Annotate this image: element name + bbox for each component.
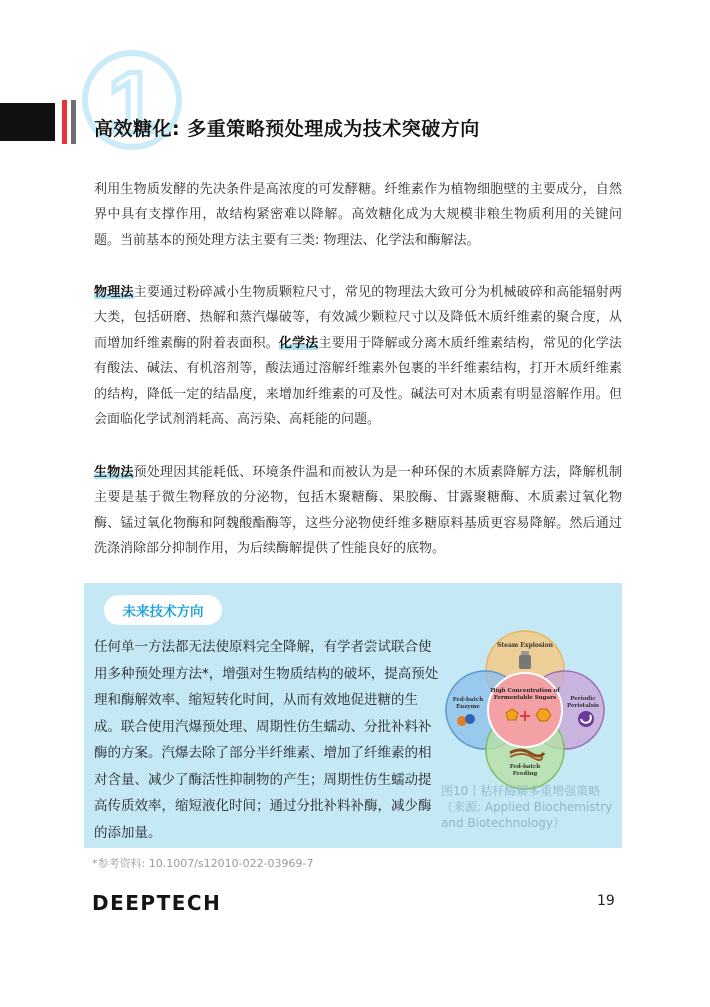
label-steam-explosion: Steam Explosion bbox=[497, 642, 553, 649]
physical-method-term: 物理法 bbox=[94, 285, 134, 300]
figure-caption-line-3: and Biotechnology） bbox=[441, 816, 565, 830]
header-red-bar bbox=[62, 100, 67, 144]
header-black-block bbox=[0, 103, 55, 141]
brand-logo: DEEPTECH bbox=[92, 891, 222, 915]
label-center-2: Fermentable Sugars bbox=[493, 695, 557, 701]
reference-note: *参考资料: 10.1007/s12010-022-03969-7 bbox=[92, 857, 314, 870]
page-number: 19 bbox=[597, 893, 615, 909]
figure-caption-line-2: （来源: Applied Biochemistry bbox=[441, 800, 613, 814]
chemical-method-text: 主要用于降解或分离木质纤维素结构，常见的化学法有酸法、碱法、有机溶剂等，酸法通过溶解纤维素外包裹的半纤维素结构，打开木质纤维素的结构，降低一定的结晶度，来增加纤维素的可及性。碱法可对木质素有明显溶解作用。但会面临化学试剂消耗高、高污染、高耗能的问题。 bbox=[94, 335, 622, 428]
peristalsis-icon bbox=[578, 711, 594, 727]
label-periodic-peristalsis-1: Periodic bbox=[570, 696, 596, 702]
future-direction-panel bbox=[84, 583, 622, 848]
label-periodic-peristalsis-2: Peristalsis bbox=[566, 703, 600, 709]
label-center-1: High Concentration of bbox=[490, 688, 560, 694]
plus-icon: + bbox=[518, 706, 532, 725]
biological-method-term: 生物法 bbox=[94, 465, 134, 480]
figure-caption-line-1: 图10丨秸秆酶解多重增强策略 bbox=[441, 784, 601, 798]
physical-method-text: 主要通过粉碎减小生物质颗粒尺寸，常见的物理法大致可分为机械破碎和高能辐射两大类，包括研磨、热解和蒸汽爆破等，有效减少颗粒尺寸以及降低木质纤维素的聚合度，从而增加纤维素酶的附着表面积。 bbox=[94, 285, 622, 351]
label-fed-batch-feeding-2: Feeding bbox=[512, 771, 538, 777]
header-gray-bar bbox=[71, 100, 76, 144]
section-number: 1 bbox=[108, 55, 156, 151]
figure-caption bbox=[441, 783, 626, 831]
chemical-method-term: 化学法 bbox=[278, 335, 319, 351]
future-direction-text: 任何单一方法都无法使原料完全降解，有学者尝试联合使用多种预处理方法*，增强对生物质结构的破坏，提高预处理和酶解效率、缩短转化时间，从而有效地促进糖的生成。联合使用汽爆预处理、周期性仿生蠕动、分批补料补酶的方案。汽爆去除了部分半纤维素、增加了纤维素的相对含量、减少了酶活性抑制物的产生；周期性仿生蠕动提高传质效率，缩短液化时间；通过分批补料补酶，减少酶的添加量。 bbox=[94, 639, 439, 841]
methods-paragraph bbox=[94, 280, 622, 432]
label-fed-batch-feeding-1: Fed-batch bbox=[509, 764, 541, 770]
page-title: 高效糖化: 多重策略预处理成为技术突破方向 bbox=[94, 118, 480, 140]
hexagon-sugar-icon bbox=[536, 709, 551, 721]
biological-method-text: 预处理因其能耗低、环境条件温和而被认为是一种环保的木质素降解方法，降解机制主要是基于微生物释放的分泌物，包括木聚糖酶、果胶酶、甘露聚糖酶、木质素过氧化物酶、锰过氧化物酶和阿魏酸酯酶等，这些分泌物使纤维多糖原料基质更容易降解。然后通过洗涤消除部分抑制作用，为后续酶解提供了性能良好的底物。 bbox=[94, 465, 622, 557]
biological-paragraph bbox=[94, 460, 622, 562]
label-fed-batch-enzyme-1: Fed-batch bbox=[452, 697, 484, 703]
label-fed-batch-enzyme-2: Enzyme bbox=[456, 704, 480, 710]
future-direction-tag: 未来技术方向 bbox=[104, 595, 222, 625]
strategy-venn-diagram bbox=[440, 623, 610, 793]
intro-paragraph: 利用生物质发酵的先决条件是高浓度的可发酵糖。纤维素作为植物细胞壁的主要成分，自然界中具有支撑作用，故结构紧密难以降解。高效糖化成为大规模非粮生物质利用的关键问题。当前基本的预处理方法主要有三类: 物理法、化学法和酶解法。 bbox=[94, 182, 622, 248]
